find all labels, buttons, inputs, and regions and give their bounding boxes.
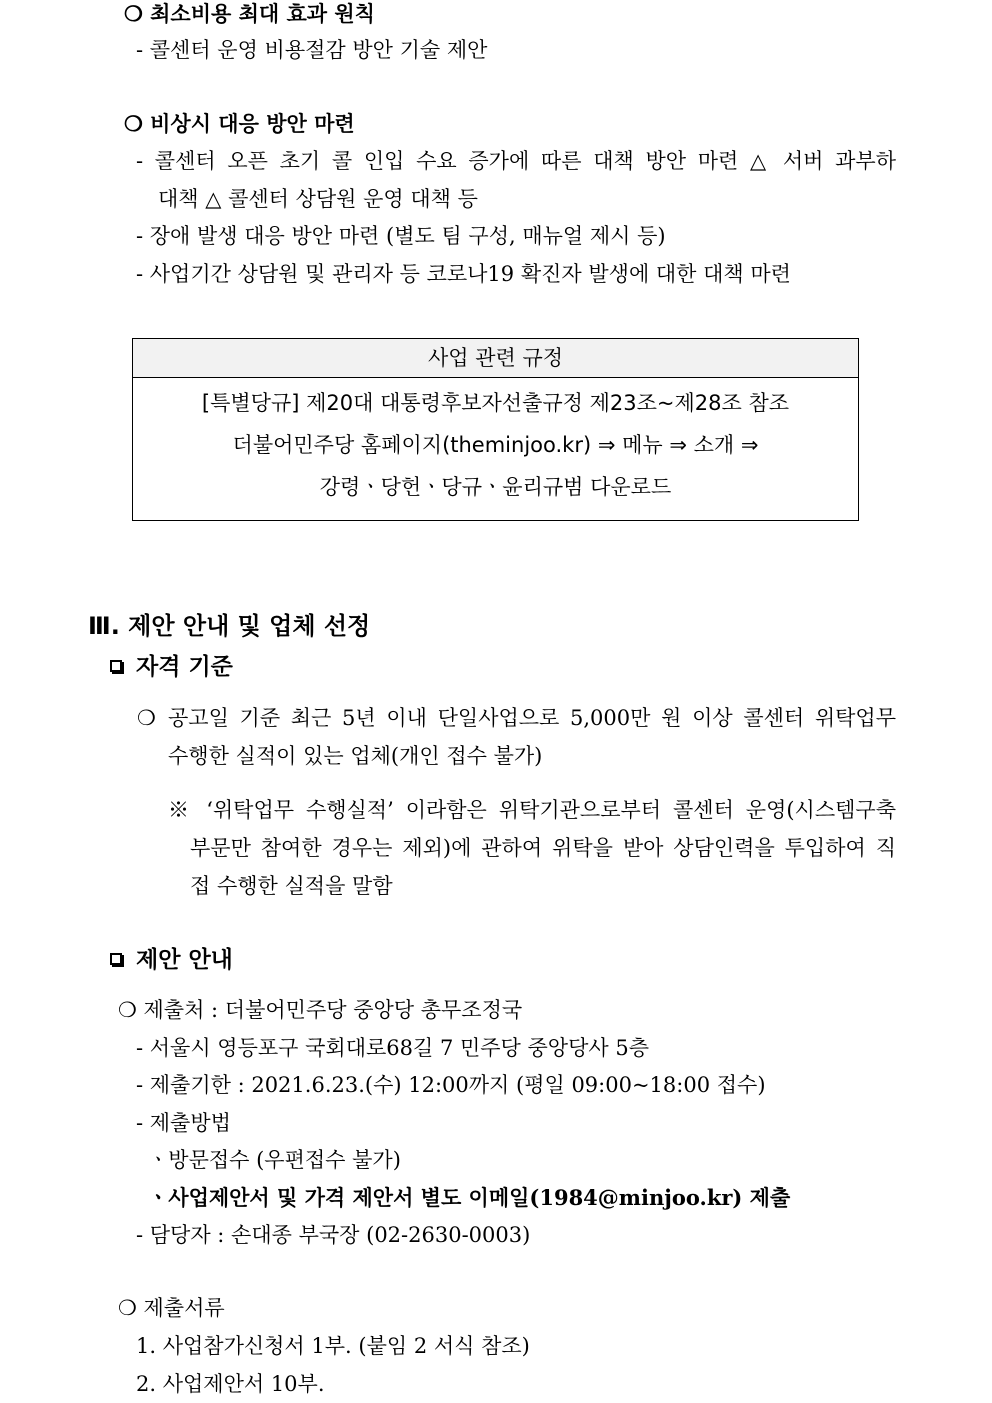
qualification-note-continuation: 부문만 참여한 경우는 제외)에 관하여 위탁을 받아 상담인력을 투입하여 직	[190, 836, 896, 860]
qualification-note: ※ ‘위탁업무 수행실적’ 이라함은 위탁기관으로부터 콜센터 운영(시스템구축	[168, 798, 896, 822]
address: - 서울시 영등포구 국회대로68길 7 민주당 중앙당사 5층	[136, 1036, 649, 1060]
rules-box-title: 사업 관련 규정	[133, 339, 858, 378]
circle-bullet-icon: ❍	[118, 1296, 137, 1320]
rules-line: 강령ㆍ당헌ㆍ당규ㆍ윤리규범 다운로드	[319, 475, 672, 499]
method-item: ㆍ방문접수 (우편접수 불가)	[148, 1148, 401, 1172]
rules-line: 더불어민주당 홈페이지(theminjoo.kr) ⇒ 메뉴 ⇒ 소개 ⇒	[232, 433, 759, 457]
section-title: Ⅲ. 제안 안내 및 업체 선정	[88, 612, 371, 640]
list-item-continuation: 대책 △ 콜센터 상담원 운영 대책 등	[158, 187, 478, 211]
qualification-text-continuation: 수행한 실적이 있는 업체(개인 접수 불가)	[168, 744, 543, 768]
square-bullet-icon	[110, 953, 122, 965]
heading-emergency-response	[124, 110, 355, 138]
list-item: - 콜센터 오픈 초기 콜 인입 수요 증가에 따른 대책 방안 마련 △ 서버 과부하	[136, 149, 896, 173]
subsection-heading-qualification	[110, 652, 233, 682]
rules-line: [특별당규] 제20대 대통령후보자선출규정 제23조~제28조 참조	[201, 391, 790, 415]
circle-bullet-icon: ❍	[124, 1, 143, 26]
subsection-heading-text: 자격 기준	[136, 654, 233, 680]
circle-bullet-icon: ❍	[137, 706, 156, 730]
list-item: - 콜센터 운영 비용절감 방안 기술 제안	[136, 38, 488, 62]
subsection-heading-proposal	[110, 945, 233, 975]
deadline: - 제출기한 : 2021.6.23.(수) 12:00까지 (평일 09:00~18:00 접수)	[136, 1073, 766, 1097]
qualification-bullet	[137, 704, 156, 732]
business-rules-box	[132, 338, 859, 521]
circle-bullet-icon: ❍	[118, 998, 137, 1022]
heading-cost-principle	[124, 0, 375, 28]
square-bullet-icon	[110, 660, 122, 672]
method-item-email: ㆍ사업제안서 및 가격 제안서 별도 이메일(1984@minjoo.kr) 제출	[148, 1185, 791, 1210]
list-item: - 사업기간 상담원 및 관리자 등 코로나19 확진자 발생에 대한 대책 마련	[136, 262, 791, 286]
submit-to	[118, 996, 522, 1024]
qualification-note-continuation: 접 수행한 실적을 말함	[190, 874, 393, 898]
documents-heading	[118, 1294, 225, 1322]
subsection-heading-text: 제안 안내	[136, 947, 233, 973]
heading-text: 최소비용 최대 효과 원칙	[150, 1, 375, 26]
method-label: - 제출방법	[136, 1111, 231, 1135]
heading-text: 비상시 대응 방안 마련	[150, 111, 355, 136]
submit-to-text: 제출처 : 더불어민주당 중앙당 총무조정국	[143, 998, 523, 1022]
qualification-text: 공고일 기준 최근 5년 이내 단일사업으로 5,000만 원 이상 콜센터 위탁업무	[168, 706, 896, 730]
documents-heading-text: 제출서류	[143, 1296, 225, 1320]
circle-bullet-icon: ❍	[124, 111, 143, 136]
contact: - 담당자 : 손대종 부국장 (02-2630-0003)	[136, 1223, 531, 1247]
list-item: - 장애 발생 대응 방안 마련 (별도 팀 구성, 매뉴얼 제시 등)	[136, 224, 666, 248]
document-item: 2. 사업제안서 10부.	[136, 1372, 325, 1396]
document-item: 1. 사업참가신청서 1부. (붙임 2 서식 참조)	[136, 1334, 530, 1358]
